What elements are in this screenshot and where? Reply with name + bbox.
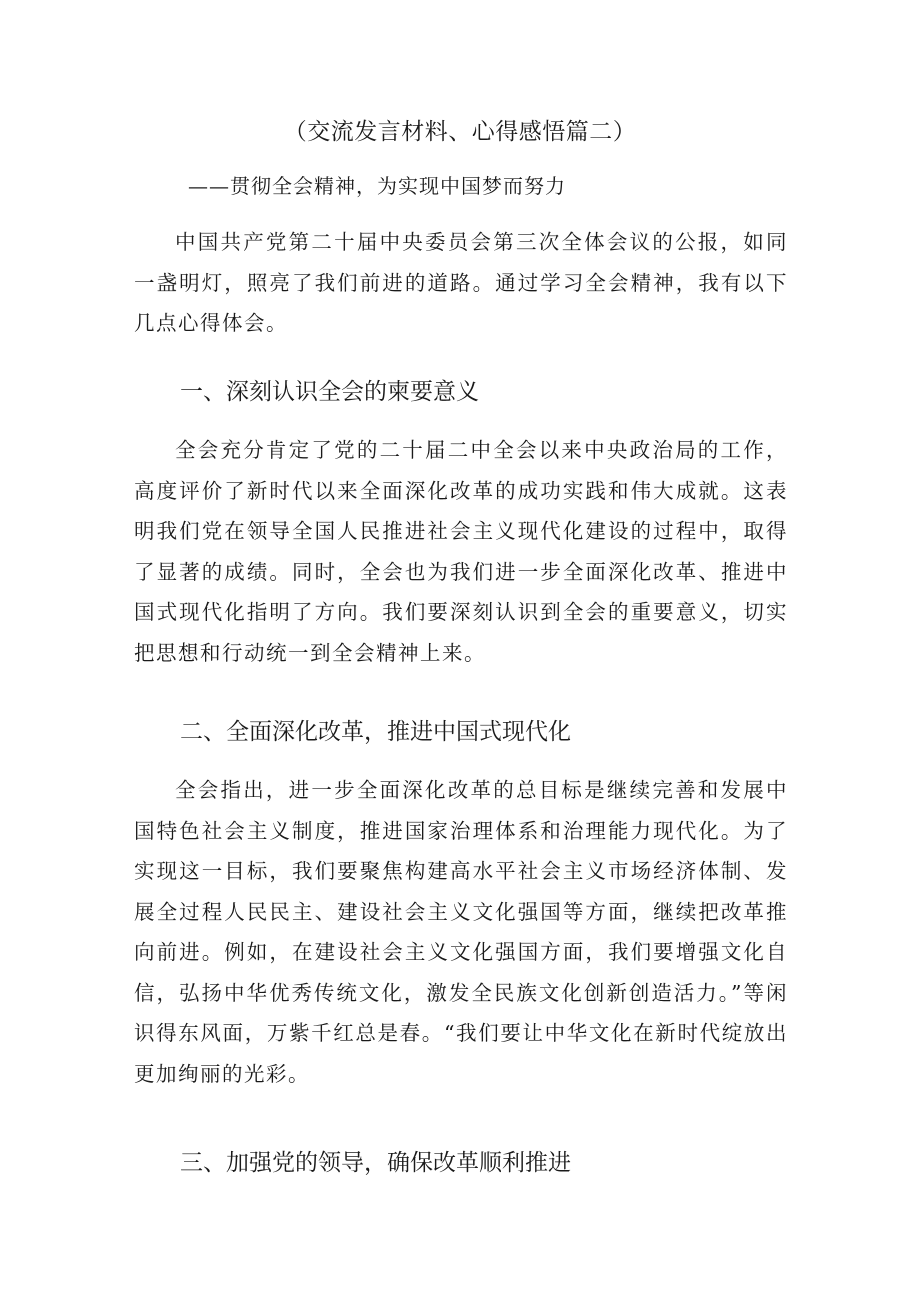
- section-heading-3: 三、加强党的领导，确保改革顺利推进: [180, 1150, 571, 1176]
- section-body-2: 全会指出，进一步全面深化改革的总目标是继续完善和发展中国特色社会主义制度，推进国家治理体系和治理能力现代化。为了实现这一目标，我们要聚焦构建高水平社会主义市场经济体制、发展全过程人民民主、建设社会主义文化强国等方面，继续把改革推向前进。例如，在建设社会主义文化强国方面，我们要增强文化自信，弘扬中华优秀传统文化，激发全民族文化创新创造活力。”等闲识得东风面，万紫千红总是春。“我们要让中华文化在新时代绽放出更加绚丽的光彩。: [134, 778, 788, 1086]
- document-title: （交流发言材料、心得感悟篇二）: [283, 119, 637, 145]
- document-subtitle: ——贯彻全会精神，为实现中国梦而努力: [188, 174, 566, 198]
- section-heading-2: 二、全面深化改革，推进中国式现代化: [180, 719, 571, 745]
- section-heading-1: 一、深刻认识全会的柬要意义: [180, 379, 479, 405]
- intro-paragraph: 中国共产党第二十届中央委员会第三次全体会议的公报，如同一盏明灯，照亮了我们前进的道路。通过学习全会精神，我有以下几点心得体会。: [134, 230, 788, 335]
- section-body-1: 全会充分肯定了党的二十届二中全会以来中央政治局的工作，高度评价了新时代以来全面深化改革的成功实践和伟大成就。这表明我们党在领导全国人民推进社会主义现代化建设的过程中，取得了显著的成绩。同时，全会也为我们进一步全面深化改革、推进中国式现代化指明了方向。我们要深刻认识到全会的重要意义，切实把思想和行动统一到全会精神上来。: [134, 438, 788, 665]
